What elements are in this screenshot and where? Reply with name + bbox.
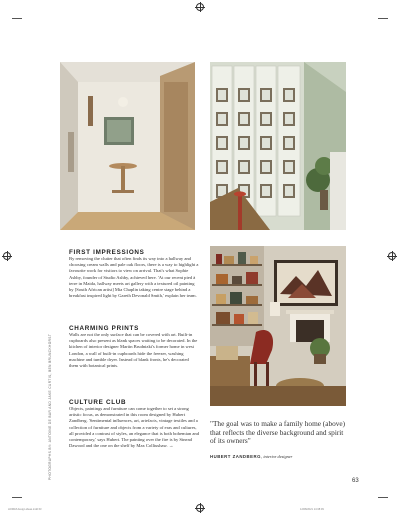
hallway-image-icon (60, 62, 195, 230)
photo-credit (48, 300, 54, 480)
hallway-photo (60, 62, 195, 230)
registration-mark-right (388, 252, 396, 260)
quote-author: HUBERT ZANDBERG (210, 454, 261, 459)
section-body-charming-prints: Walls are not the only surface that can be covered with art. Built-in cupboards also present as blank spaces waiting to be decorated. In the kitchen of interior designer Martin Brudnizki's former home in west London, a wall of built-in cupboards hide the freezer, washing machine and tumble dryer. Instead of blank fronts, he's decorated them with botanical prints. (69, 332, 198, 369)
living-room-photo (210, 246, 346, 406)
kitchen-photo (210, 62, 346, 230)
registration-mark-left (3, 252, 11, 260)
section-body-culture-club: Objects, paintings and furniture can come together to set a strong artistic focus, as demonstrated in this room designed by Hubert Zandberg. 'Sentimental influences, art, artefacts, vintage textiles and a collection of furniture and objects from a variety of eras and cultures, all provided a contrast of styles, an elegance that is both bohemian and contemporary,' says Hubert. The painting over the fire is by Sinead Dawood and the one on the shelf by Max Colliushaw. → (69, 406, 199, 449)
kitchen-cupboards-image-icon (210, 62, 346, 230)
living-room-image-icon (210, 246, 346, 406)
section-heading-culture-club: CULTURE CLUB (69, 399, 127, 406)
crop-mark (378, 497, 388, 498)
registration-mark-top (196, 3, 204, 11)
pull-quote: "The goal was to make a family home (above) that reflects the diverse background and spirit of its owners" (210, 419, 346, 445)
section-heading-first-impressions: FIRST IMPRESSIONS (69, 249, 145, 256)
section-body-first-impressions: By removing the clutter that often finds its way into a hallway and choosing cream walls and pale oak floors, there is a way to highlight a favourite work for visitors to view on arrival. That's what Sophie Ashby, founder of Studio Ashby, achieved here. 'At our recent pied à terre in Maida, hallway meets art gallery with a textured oil painting by [South African artist] Mia Chaplin taking centre stage behind a breakfast inspired light by Gareth Devonald Smith,' explain her team. (69, 256, 199, 299)
registration-mark-bottom (196, 504, 204, 512)
file-slug-date: 12/08/2021 14:38:09 (300, 508, 324, 511)
crop-mark (378, 18, 388, 19)
section-heading-charming-prints: CHARMING PRINTS (69, 325, 139, 332)
crop-mark (12, 18, 22, 19)
crop-mark (12, 497, 22, 498)
page-number: 63 (352, 478, 359, 484)
quote-author-role: interior designer (263, 454, 293, 459)
photo-credit-text: PHOTOGRAPHS BY: ANTOINE DE BAR AND JAKE CURTIS, BEN BRUNCKHORST (48, 333, 52, 480)
quote-attribution: HUBERT ZANDBERG, interior designer (210, 454, 293, 459)
file-slug: HOM18.design.ideas.indd 63 (8, 508, 42, 511)
